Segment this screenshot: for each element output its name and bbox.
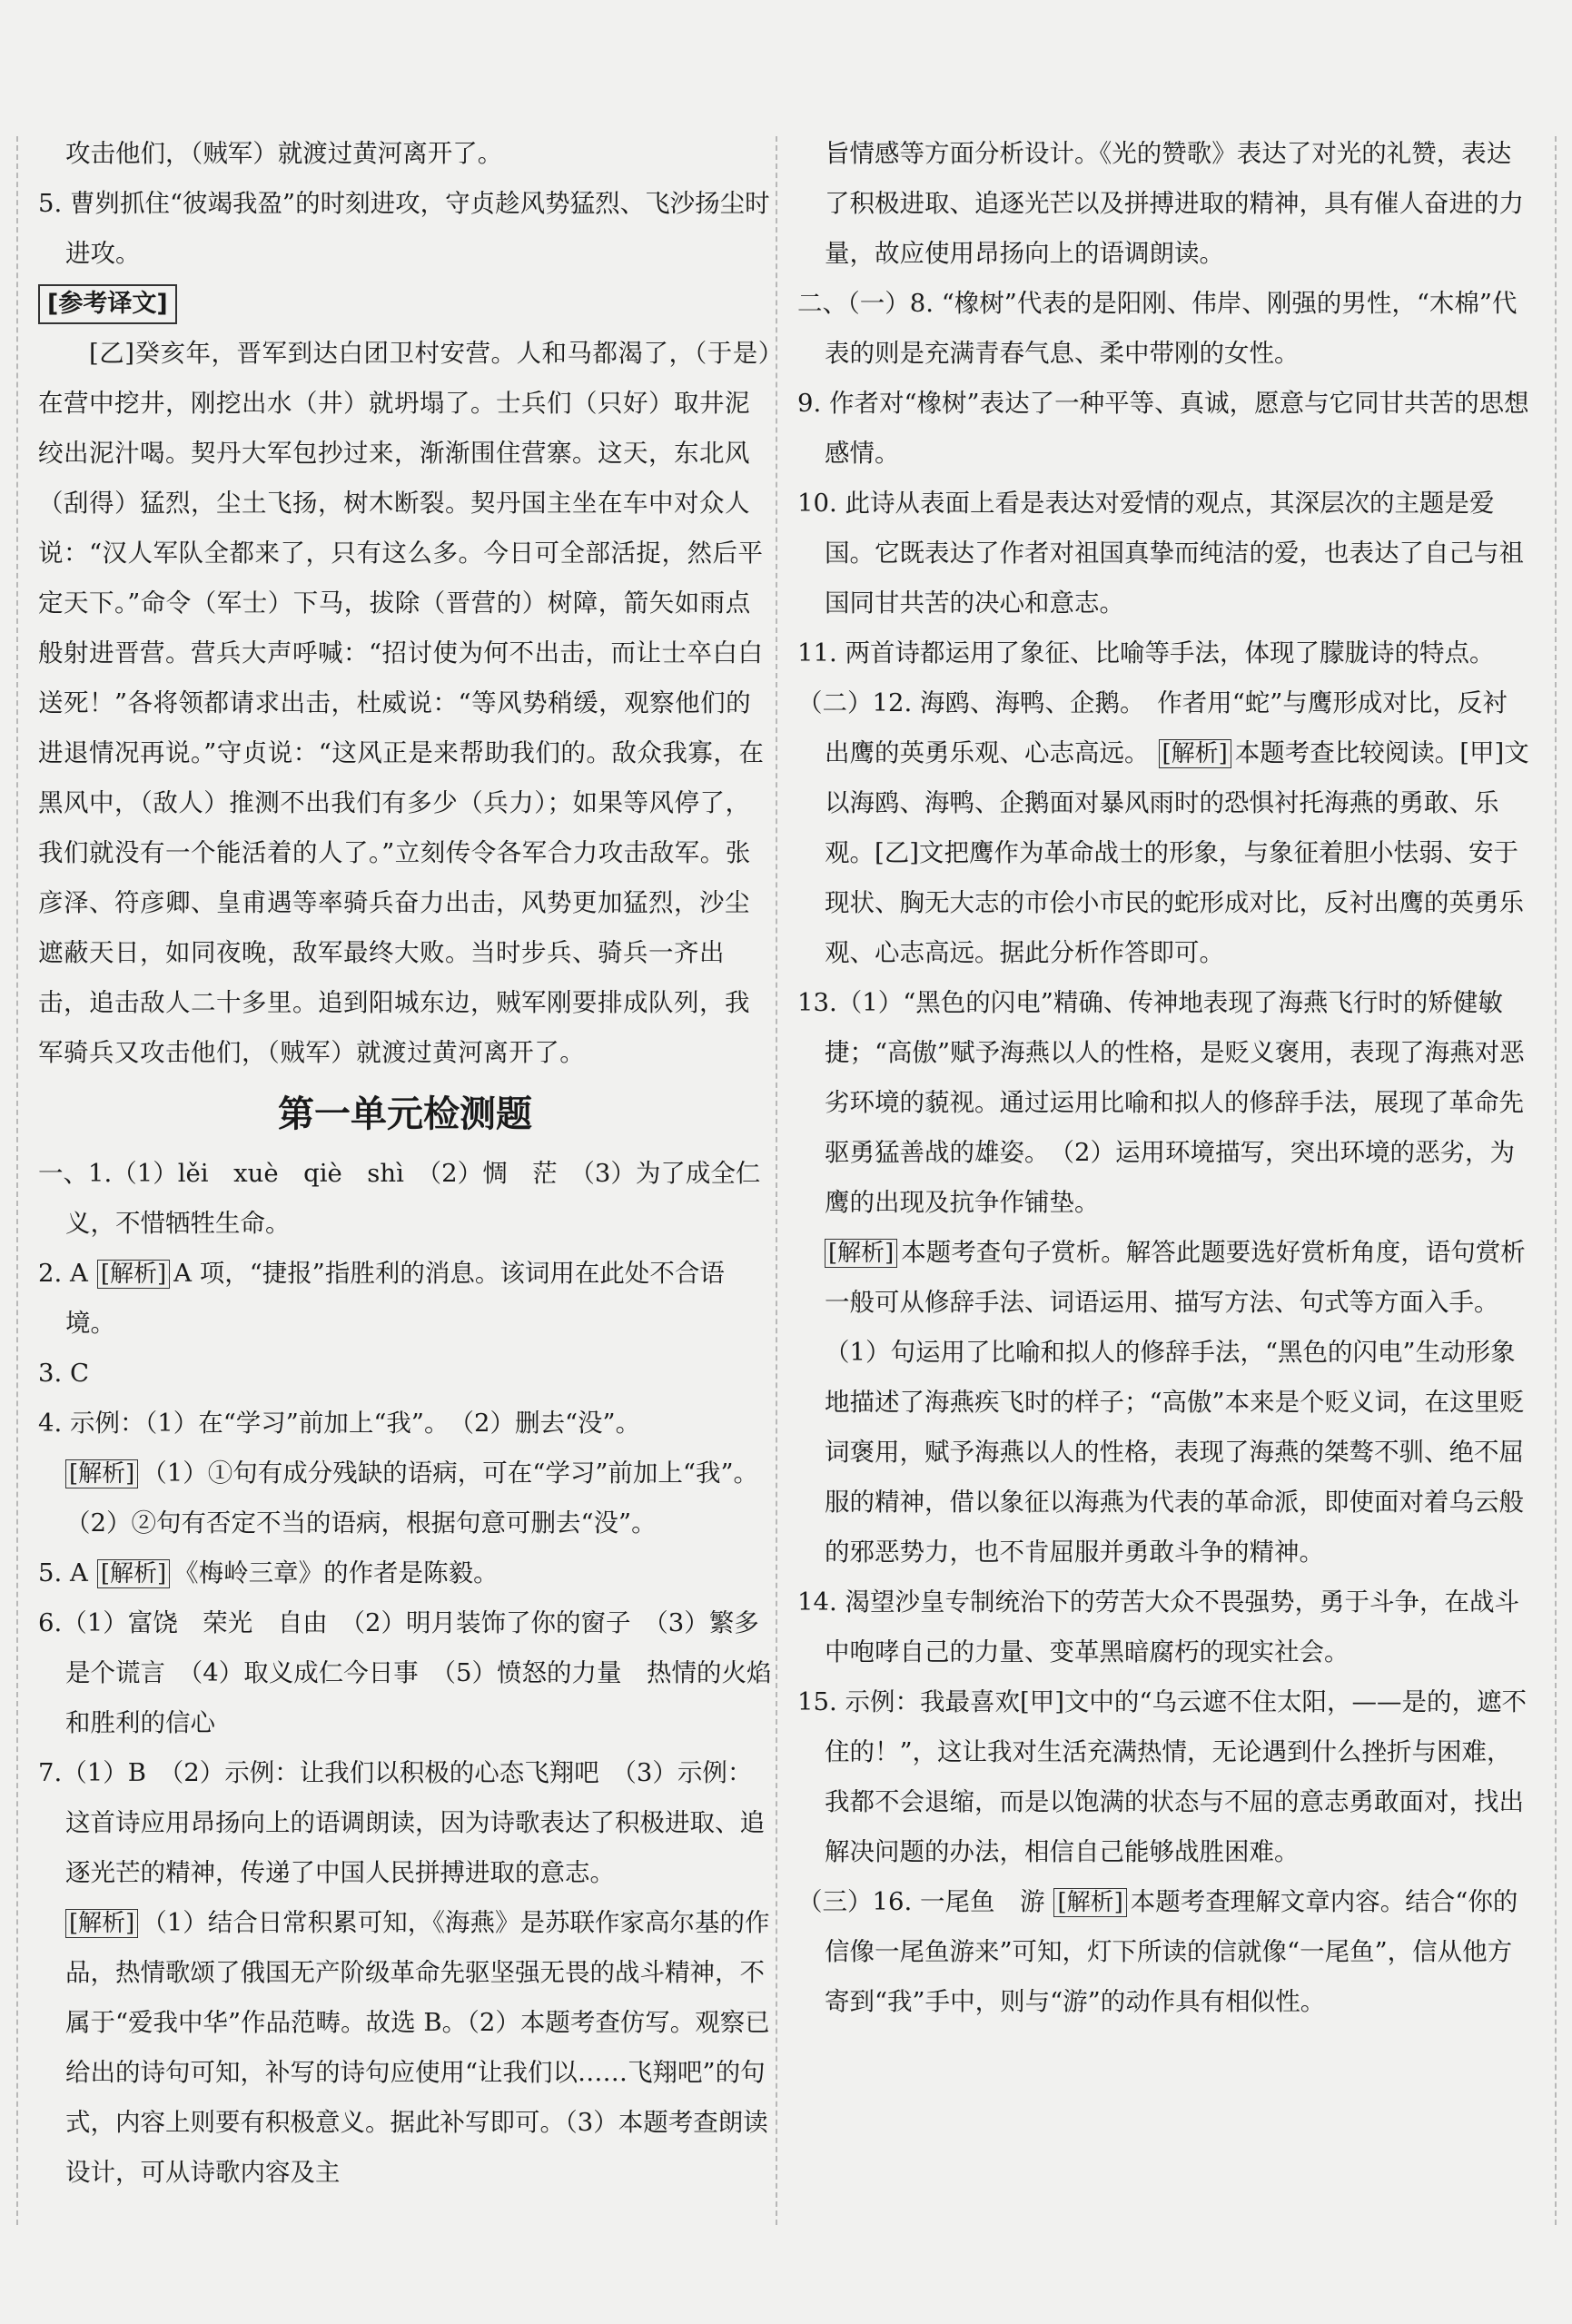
answer-7-analysis: （1）结合日常积累可知，《海燕》是苏联作家高尔基的作品，热情歌颂了俄国无产阶级革命先驱坚强无畏的战斗精神，不属于“爱我中华”作品范畴。故选 B。（2）本题考查仿写。观察已给出的诗句可知，补写的诗句应使用“让我们以……飞翔吧”的句式，内容上则要有积极意义。据此补写即可。（3）本题考查朗读设计，可从诗歌内容及主	[65, 1908, 770, 2187]
answer-7: 7.（1）B （2）示例：让我们以积极的心态飞翔吧 （3）示例：这首诗应用昂扬向上的语调朗读，因为诗歌表达了积极进取、追逐光芒的精神，传递了中国人民拼搏进取的意志。	[38, 1758, 765, 1887]
answer-16-analysis: 本题考查理解文章内容。结合“你的信像一尾鱼游来”可知，灯下所读的信就像“一尾鱼”，信从他方寄到“我”手中，则与“游”的动作具有相似性。	[825, 1887, 1518, 2016]
left-margin-rule	[16, 136, 18, 2225]
answer-4: 4. 示例：（1）在“学习”前加上“我”。 （2）删去“没”。	[38, 1409, 641, 1438]
unit-test-title: 第一单元检测题	[278, 1093, 532, 1135]
answer-5-analysis: 《梅岭三章》的作者是陈毅。	[173, 1558, 499, 1587]
answer-13-analysis-block	[797, 1228, 1531, 1577]
reference-translation-label: [参考译文]	[38, 284, 177, 324]
answer-2-analysis: A 项，“捷报”指胜利的消息。该词用在此处不合语境。	[65, 1259, 725, 1338]
answer-8: 二、（一）8. “橡树”代表的是阳刚、伟岸、刚强的男性，“木棉”代表的则是充满青春气息、柔中带刚的女性。	[797, 289, 1518, 368]
answer-12	[797, 678, 1531, 978]
answer-6: 6.（1）富饶 荣光 自由 （2）明月装饰了你的窗子 （3）繁多是个谎言 （4）取义成仁今日事 （5）愤怒的力量 热情的火焰和胜利的信心	[38, 1608, 772, 1737]
analysis-tag: [解析]	[825, 1239, 897, 1268]
answer-16-text: （三）16. 一尾鱼 游	[797, 1887, 1045, 1916]
answer-4-analysis: （1）①句有成分残缺的语病，可在“学习”前加上“我”。（2）②句有否定不当的语病，根据句意可删去“没”。	[65, 1459, 759, 1538]
analysis-tag: [解析]	[65, 1459, 138, 1488]
answer-11: 11. 两首诗都运用了象征、比喻等手法，体现了朦胧诗的特点。	[797, 638, 1495, 668]
analysis-tag: [解析]	[1159, 739, 1231, 768]
answer-4-continued: 攻击他们，（贼军）就渡过黄河离开了。	[65, 139, 503, 168]
right-column	[797, 129, 1531, 2027]
answer-5-choice: 5. A	[38, 1558, 88, 1587]
reference-translation-text: [乙]癸亥年，晋军到达白团卫村安营。人和马都渴了，（于是）在营中挖井，刚挖出水（井）就坍塌了。士兵们（只好）取井泥绞出泥汁喝。契丹大军包抄过来，渐渐围住营寨。这天，东北风（刮得）猛烈，尘土飞扬，树木断裂。契丹国主坐在车中对众人说：“汉人军队全都来了，只有这么多。今日可全部活捉，然后平定天下。”命令（军士）下马，拔除（晋营的）树障，箭矢如雨点般射进晋营。营兵大声呼喊：“招讨使为何不出击，而让士卒白白送死！”各将领都请求出击，杜威说：“等风势稍缓，观察他们的进退情况再说。”守贞说：“这风正是来帮助我们的。敌众我寡，在黑风中，（敌人）推测不出我们有多少（兵力）；如果等风停了，我们就没有一个能活着的人了。”立刻传令各军合力攻击敌军。张彦泽、符彦卿、皇甫遇等率骑兵奋力出击，风势更加猛烈，沙尘遮蔽天日，如同夜晚，敌军最终大败。当时步兵、骑兵一齐出击，追击敌人二十多里。追到阳城东边，贼军刚要排成队列，我军骑兵又攻击他们，（贼军）就渡过黄河离开了。	[38, 339, 771, 1067]
answer-7-continued: 旨情感等方面分析设计。《光的赞歌》表达了对光的礼赞，表达了积极进取、追逐光芒以及拼搏进取的精神，具有催人奋进的力量，故应使用昂扬向上的语调朗读。	[825, 139, 1524, 268]
answer-9: 9. 作者对“橡树”表达了一种平等、真诚，愿意与它同甘共苦的思想感情。	[797, 389, 1529, 468]
analysis-tag: [解析]	[97, 1260, 170, 1289]
right-margin-rule	[1555, 136, 1557, 2225]
column-divider	[776, 136, 777, 2225]
answer-4-analysis-block	[38, 1449, 772, 1548]
answer-5-unit	[38, 1548, 772, 1598]
answer-16	[797, 1877, 1531, 2027]
reference-translation-heading	[38, 279, 772, 329]
answer-13: 13.（1）“黑色的闪电”精确、传神地表现了海燕飞行时的矫健敏捷；“高傲”赋予海燕以人的性格，是贬义褒用，表现了海燕对恶劣环境的藐视。通过运用比喻和拟人的修辞手法，展现了革命先驱勇猛善战的雄姿。 （2）运用环境描写，突出环境的恶劣，为鹰的出现及抗争作铺垫。	[797, 988, 1525, 1217]
analysis-tag: [解析]	[65, 1909, 138, 1938]
answer-2-choice: 2. A	[38, 1259, 88, 1288]
answer-12-analysis: 本题考查比较阅读。[甲]文以海鸥、海鸭、企鹅面对暴风雨时的恐惧衬托海燕的勇敢、乐观。[乙]文把鹰作为革命战士的形象，与象征着胆小怯弱、安于现状、胸无大志的市侩小市民的蛇形成对比，反衬出鹰的英勇乐观、心志高远。据此分析作答即可。	[825, 738, 1529, 967]
left-column	[38, 129, 772, 2198]
analysis-tag: [解析]	[1053, 1888, 1126, 1917]
analysis-tag: [解析]	[97, 1559, 170, 1588]
answer-5: 5. 曹刿抓住“彼竭我盈”的时刻进攻，守贞趁风势猛烈、飞沙扬尘时进攻。	[38, 189, 770, 268]
answer-14: 14. 渴望沙皇专制统治下的劳苦大众不畏强势，勇于斗争，在战斗中咆哮自己的力量、变革黑暗腐朽的现实社会。	[797, 1587, 1519, 1666]
answer-1-1: 一、1.（1）lěi xuè qiè shì （2）惆 茫 （3）为了成全仁义，不惜牺牲生命。	[38, 1159, 761, 1238]
answer-3: 3. C	[38, 1359, 90, 1388]
answer-12-text: （二）12. 海鸥、海鸭、企鹅。 作者用“蛇”与鹰形成对比，反衬出鹰的英勇乐观、心志高远。	[797, 688, 1508, 767]
answer-7-analysis-block	[38, 1898, 772, 2198]
answer-15: 15. 示例：我最喜欢[甲]文中的“乌云遮不住太阳，——是的，遮不住的！”，这让我对生活充满热情，无论遇到什么挫折与困难，我都不会退缩，而是以饱满的状态与不屈的意志勇敢面对，找出解决问题的办法，相信自己能够战胜困难。	[797, 1687, 1527, 1866]
answer-13-analysis: 本题考查句子赏析。解答此题要选好赏析角度，语句赏析一般可从修辞手法、词语运用、描写方法、句式等方面入手。（1）句运用了比喻和拟人的修辞手法，“黑色的闪电”生动形象地描述了海燕疾飞时的样子；“高傲”本来是个贬义词，在这里贬词褒用，赋予海燕以人的性格，表现了海燕的桀骜不驯、绝不屈服的精神，借以象征以海燕为代表的革命派，即使面对着乌云般的邪恶势力，也不肯屈服并勇敢斗争的精神。	[825, 1238, 1526, 1567]
answer-2	[38, 1249, 772, 1349]
answer-10: 10. 此诗从表面上看是表达对爱情的观点，其深层次的主题是爱国。它既表达了作者对祖国真挚而纯洁的爱，也表达了自己与祖国同甘共苦的决心和意志。	[797, 489, 1524, 618]
